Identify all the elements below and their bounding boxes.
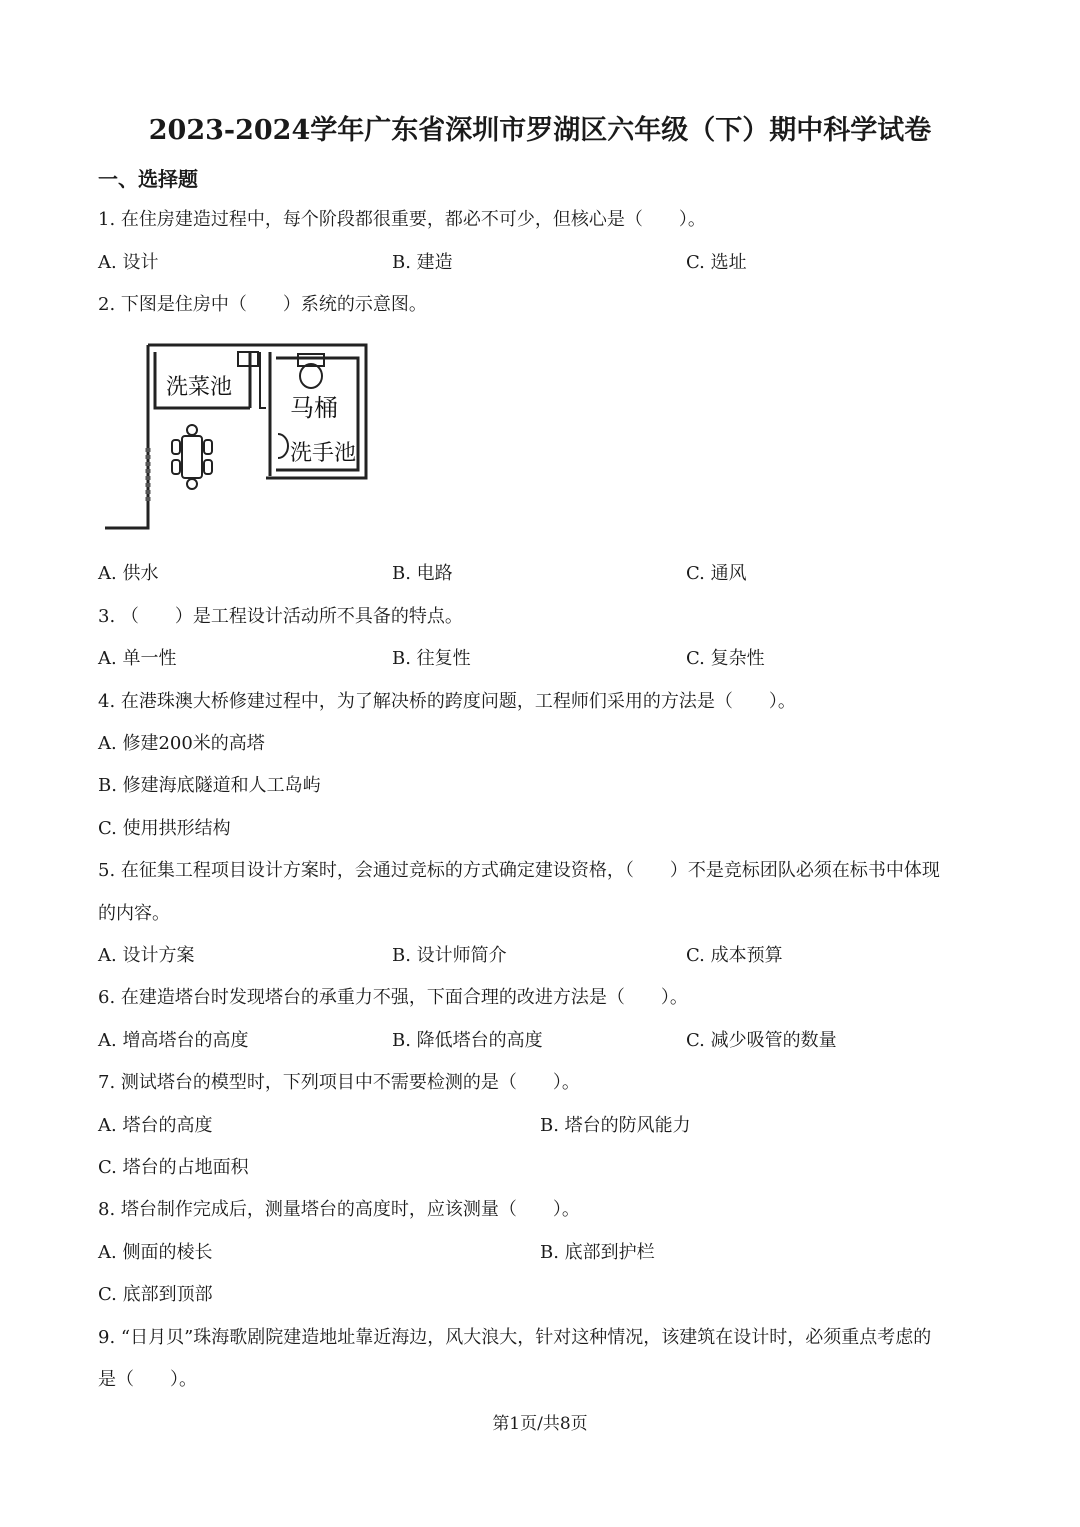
q1-option-c: C. 选址 [686,252,747,273]
toilet-label: 马桶 [290,395,338,422]
basin-label: 洗手池 [290,440,357,465]
plumbing-diagram [100,338,380,538]
page-title: 2023-2024学年广东省深圳市罗湖区六年级（下）期中科学试卷 [148,115,932,146]
q2-option-a: A. 供水 [98,563,159,584]
dining-table-icon [172,425,212,489]
question-7: 7. 测试塔台的模型时，下列项目中不需要检测的是（ ）。 [98,1072,580,1093]
question-3: 3. （ ）是工程设计活动所不具备的特点。 [98,606,463,627]
q3-option-c: C. 复杂性 [686,648,765,669]
question-4: 4. 在港珠澳大桥修建过程中，为了解决桥的跨度问题，工程师们采用的方法是（ ）。 [98,691,796,712]
q5-option-c: C. 成本预算 [686,945,783,966]
question-9-cont: 是（ ）。 [98,1369,197,1390]
q1-option-a: A. 设计 [98,252,159,273]
q7-option-c: C. 塔台的占地面积 [98,1157,249,1178]
page-footer: 第1页/共8页 [492,1414,588,1434]
question-5-cont: 的内容。 [98,903,170,924]
q4-option-b: B. 修建海底隧道和人工岛屿 [98,775,321,796]
q7-option-b: B. 塔台的防风能力 [540,1115,691,1136]
question-8: 8. 塔台制作完成后，测量塔台的高度时，应该测量（ ）。 [98,1199,580,1220]
q5-option-b: B. 设计师简介 [392,945,507,966]
q4-option-c: C. 使用拱形结构 [98,818,231,839]
question-9: 9. “日月贝”珠海歌剧院建造地址靠近海边，风大浪大，针对这种情况，该建筑在设计时，必须重点考虑的 [98,1327,932,1348]
q2-option-c: C. 通风 [686,563,747,584]
q3-option-a: A. 单一性 [98,648,177,669]
basin-icon [278,434,288,458]
q6-option-c: C. 减少吸管的数量 [686,1030,837,1051]
question-6: 6. 在建造塔台时发现塔台的承重力不强，下面合理的改进方法是（ ）。 [98,987,688,1008]
q8-option-b: B. 底部到护栏 [540,1242,655,1263]
q7-option-a: A. 塔台的高度 [98,1115,213,1136]
question-2: 2. 下图是住房中（ ）系统的示意图。 [98,294,427,315]
q8-option-a: A. 侧面的棱长 [98,1242,213,1263]
q5-option-a: A. 设计方案 [98,945,195,966]
q2-option-b: B. 电路 [392,563,453,584]
q8-option-c: C. 底部到顶部 [98,1284,213,1305]
sink-label: 洗菜池 [166,374,233,399]
q1-option-b: B. 建造 [392,252,453,273]
q6-option-b: B. 降低塔台的高度 [392,1030,543,1051]
q6-option-a: A. 增高塔台的高度 [98,1030,249,1051]
section-heading: 一、选择题 [98,167,198,191]
q4-option-a: A. 修建200米的高塔 [98,733,265,754]
question-5: 5. 在征集工程项目设计方案时，会通过竞标的方式确定建设资格，（ ）不是竞标团队必须在标书中体现 [98,860,940,881]
q3-option-b: B. 往复性 [392,648,471,669]
question-1: 1. 在住房建造过程中，每个阶段都很重要，都必不可少，但核心是（ ）。 [98,209,706,230]
